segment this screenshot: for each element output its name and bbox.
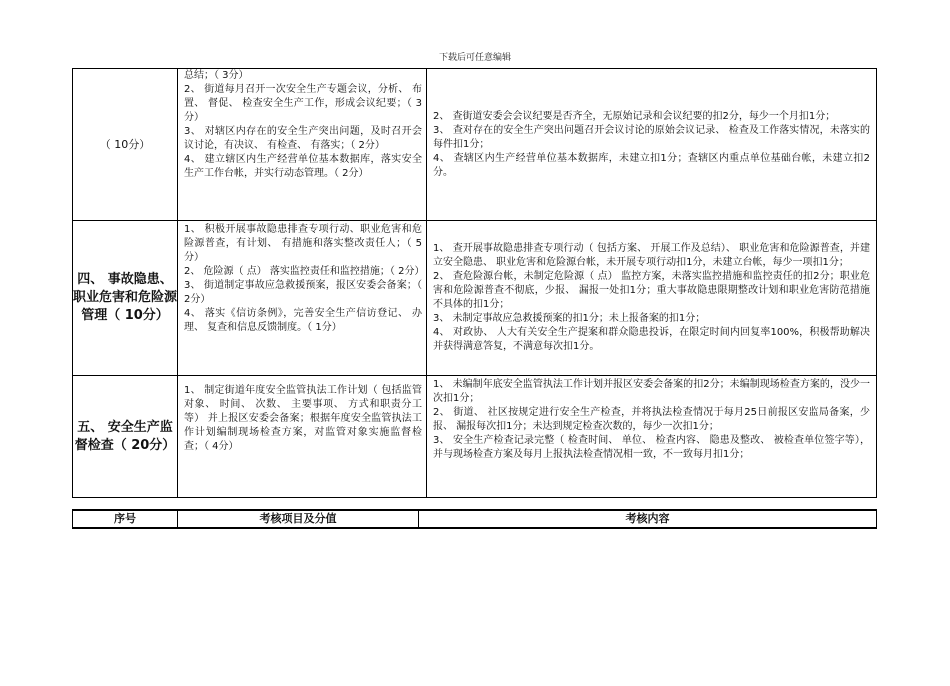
assessment-table <box>72 68 877 498</box>
list-item: 总结；（ 3分） <box>184 70 249 81</box>
list-item: 2、 危险源（ 点） 落实监控责任和监控措施；（ 2分） <box>184 266 425 277</box>
table-row <box>73 69 877 221</box>
content-line: 1、 未编制年底安全监管执法工作计划并报区安委会备案的扣2分；未编制现场检查方案的，没少一次扣1分； <box>433 379 870 404</box>
header-row <box>73 510 877 528</box>
content-cell <box>427 221 877 376</box>
table-row <box>73 221 877 376</box>
section-cell: （ 10分） <box>73 69 178 221</box>
items-cell <box>178 376 427 498</box>
content-line: 2、 查危险源台帐，未制定危险源（ 点） 监控方案，未落实监控措施和监控责任的扣2分；职业危害和危险源普查不彻底，少报、 漏报一处扣1分；重大事故隐患限期整改计划和职业危害防范措施不具体的扣1分； <box>433 271 870 310</box>
section-cell: 五、 安全生产监督检查（ 20分） <box>73 376 178 498</box>
header-content: 考核内容 <box>419 510 877 528</box>
table-header <box>72 509 877 529</box>
content-line: 3、 查对存在的安全生产突出问题召开会议讨论的原始会议记录、 检查及工作落实情况，未落实的每件扣1分； <box>433 124 870 150</box>
table-row <box>73 376 877 498</box>
list-item: 1、 积极开展事故隐患排查专项行动、职业危害和危险源普查，有计划、 有措施和落实整改责任人；（ 5分） <box>184 224 422 263</box>
list-item: 1、 制定街道年度安全监管执法工作计划（ 包括监管对象、 时间、 次数、 主要事项、 方式和职责分工等） 并上报区安委会备案；根据年度安全监管执法工作计划编制现场检查方案，对监管对象实施监督检查；（ 4分） <box>184 385 422 452</box>
section-cell: 四、 事故隐患、 职业危害和危险源管理（ 10分） <box>73 221 178 376</box>
content-line: 4、 查辖区内生产经营单位基本数据库，未建立扣1分；查辖区内重点单位基础台帐，未建立扣2分。 <box>433 152 870 178</box>
items-cell <box>178 69 427 221</box>
page-header-note: 下载后可任意编辑 <box>438 53 511 63</box>
list-item: 2、 街道每月召开一次安全生产专题会议，分析、 布置、 督促、 检查安全生产工作，形成会议纪要；（ 3分） <box>184 84 422 123</box>
list-item: 4、 建立辖区内生产经营单位基本数据库，落实安全生产工作台帐，并实行动态管理。（ 2分） <box>184 154 422 179</box>
items-cell <box>178 221 427 376</box>
header-serial: 序号 <box>73 510 178 528</box>
list-item: 3、 街道制定事故应急救援预案，报区安委会备案；（ 2分） <box>184 280 426 305</box>
content-line: 4、 对政协、 人大有关安全生产提案和群众隐患投诉，在限定时间内回复率100%，积极帮助解决并获得满意答复，不满意每次扣1分。 <box>433 327 870 352</box>
list-item: 4、 落实《信访条例》，完善安全生产信访登记、 办理、 复查和信息反馈制度。（ 1分） <box>184 308 422 333</box>
content-cell <box>427 69 877 221</box>
content-line: 1、 查开展事故隐患排查专项行动（ 包括方案、 开展工作及总结）、 职业危害和危险源普查，并建立安全隐患、 职业危害和危险源台帐，未开展专项行动扣1分，未建立台帐，每少一项扣1分； <box>433 243 870 268</box>
content-line: 3、 安全生产检查记录完整（ 检查时间、 单位、 检查内容、 隐患及整改、 被检查单位签字等），并与现场检查方案及每月上报执法检查情况相一致，不一致每月扣1分； <box>433 435 870 460</box>
content-line: 2、 街道、 社区按规定进行安全生产检查，并将执法检查情况于每月25日前报区安监局备案，少报、 漏报每次扣1分；未达到规定检查次数的，每少一次扣1分； <box>433 407 870 432</box>
content-cell <box>427 376 877 498</box>
list-item: 3、 对辖区内存在的安全生产突出问题，及时召开会议讨论，有决议、 有检查、 有落实；（ 2分） <box>184 126 422 151</box>
header-item: 考核项目及分值 <box>178 510 419 528</box>
content-line: 3、 未制定事故应急救援预案的扣1分；未上报备案的扣1分； <box>433 313 706 324</box>
content-line: 2、 查街道安委会会议纪要是否齐全，无原始记录和会议纪要的扣2分，每少一个月扣1分； <box>433 110 836 122</box>
